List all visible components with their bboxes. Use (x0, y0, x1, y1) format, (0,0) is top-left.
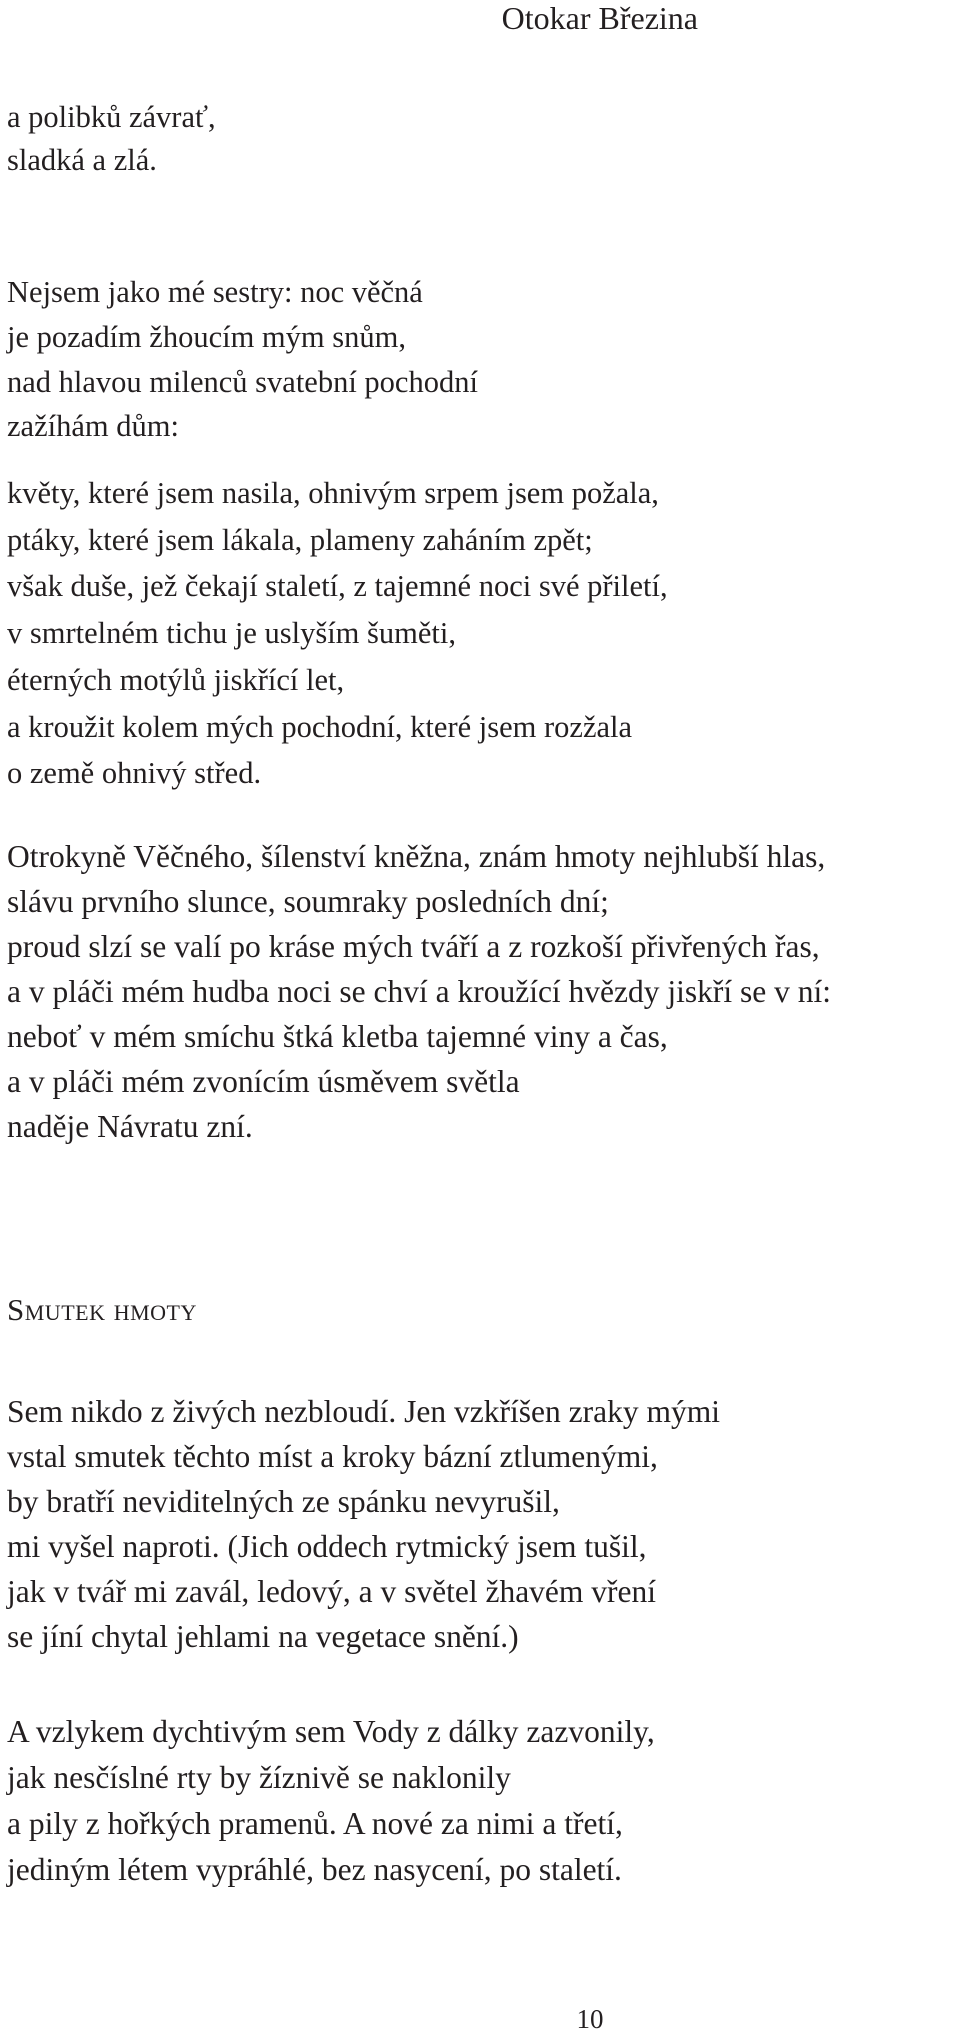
verse-line: a v pláči mém hudba noci se chví a kroužící hvězdy jiskří se v ní: (7, 974, 832, 1009)
verse-line: by bratří neviditelných ze spánku nevyrušil, (7, 1484, 560, 1519)
verse-line: vstal smutek těchto míst a kroky bázní ztlumenými, (7, 1439, 658, 1474)
stanza (7, 470, 668, 797)
verse-line: v smrtelném tichu je uslyším šuměti, (7, 616, 456, 651)
verse-line: jak v tvář mi zavál, ledový, a v světel žhavém vření (7, 1574, 657, 1609)
verse-line: mi vyšel naproti. (Jich oddech rytmický jsem tušil, (7, 1529, 647, 1564)
verse-line: jediným létem vypráhlé, bez nasycení, po staletí. (7, 1852, 622, 1887)
stanza (7, 1389, 720, 1659)
verse-line: se jíní chytal jehlami na vegetace snění.) (7, 1619, 519, 1654)
verse-line: naděje Návratu zní. (7, 1109, 253, 1144)
stanza (7, 1709, 655, 1893)
verse-line: Sem nikdo z živých nezbloudí. Jen vzkříšen zraky mými (7, 1394, 720, 1429)
verse-line: však duše, jež čekají staletí, z tajemné noci své přiletí, (7, 569, 668, 604)
verse-line: o země ohnivý střed. (7, 756, 262, 791)
verse-line: a kroužit kolem mých pochodní, které jsem rozžala (7, 709, 633, 744)
verse-line: Nejsem jako mé sestry: noc věčná (7, 275, 423, 309)
verse-line: nad hlavou milenců svatební pochodní (7, 364, 478, 399)
stanza (7, 96, 216, 182)
stanza (7, 834, 831, 1149)
verse-line: květy, které jsem nasila, ohnivým srpem jsem požala, (7, 476, 659, 510)
verse-line: jak nesčíslné rty by žíznivě se naklonily (7, 1760, 511, 1795)
verse-line: A vzlykem dychtivým sem Vody z dálky zazvonily, (7, 1714, 655, 1749)
verse-line: a v pláči mém zvonícím úsměvem světla (7, 1064, 520, 1099)
running-head-author: Otokar Březina (501, 0, 698, 36)
verse-line: proud slzí se valí po kráse mých tváří a z rozkoší přivřených řas, (7, 929, 820, 964)
verse-line: a polibků závrať, (7, 100, 216, 134)
verse-line: je pozadím žhoucím mým snům, (7, 319, 406, 354)
verse-line: a pily z hořkých pramenů. A nové za nimi a třetí, (7, 1806, 623, 1841)
verse-line: zažíhám dům: (7, 409, 179, 444)
verse-line: slávu prvního slunce, soumraky posledních dní; (7, 884, 609, 919)
page-number: 10 (576, 2004, 604, 2034)
verse-line: neboť v mém smíchu štká kletba tajemné viny a čas, (7, 1019, 668, 1054)
stanza (7, 270, 478, 449)
verse-line: Otrokyně Věčného, šílenství kněžna, znám hmoty nejhlubší hlas, (7, 839, 826, 874)
verse-line: sladká a zlá. (7, 143, 157, 177)
verse-line: éterných motýlů jiskřící let, (7, 662, 345, 697)
section-title: Smutek hmoty (7, 1292, 197, 1327)
verse-line: ptáky, které jsem lákala, plameny zaháním zpět; (7, 522, 593, 557)
